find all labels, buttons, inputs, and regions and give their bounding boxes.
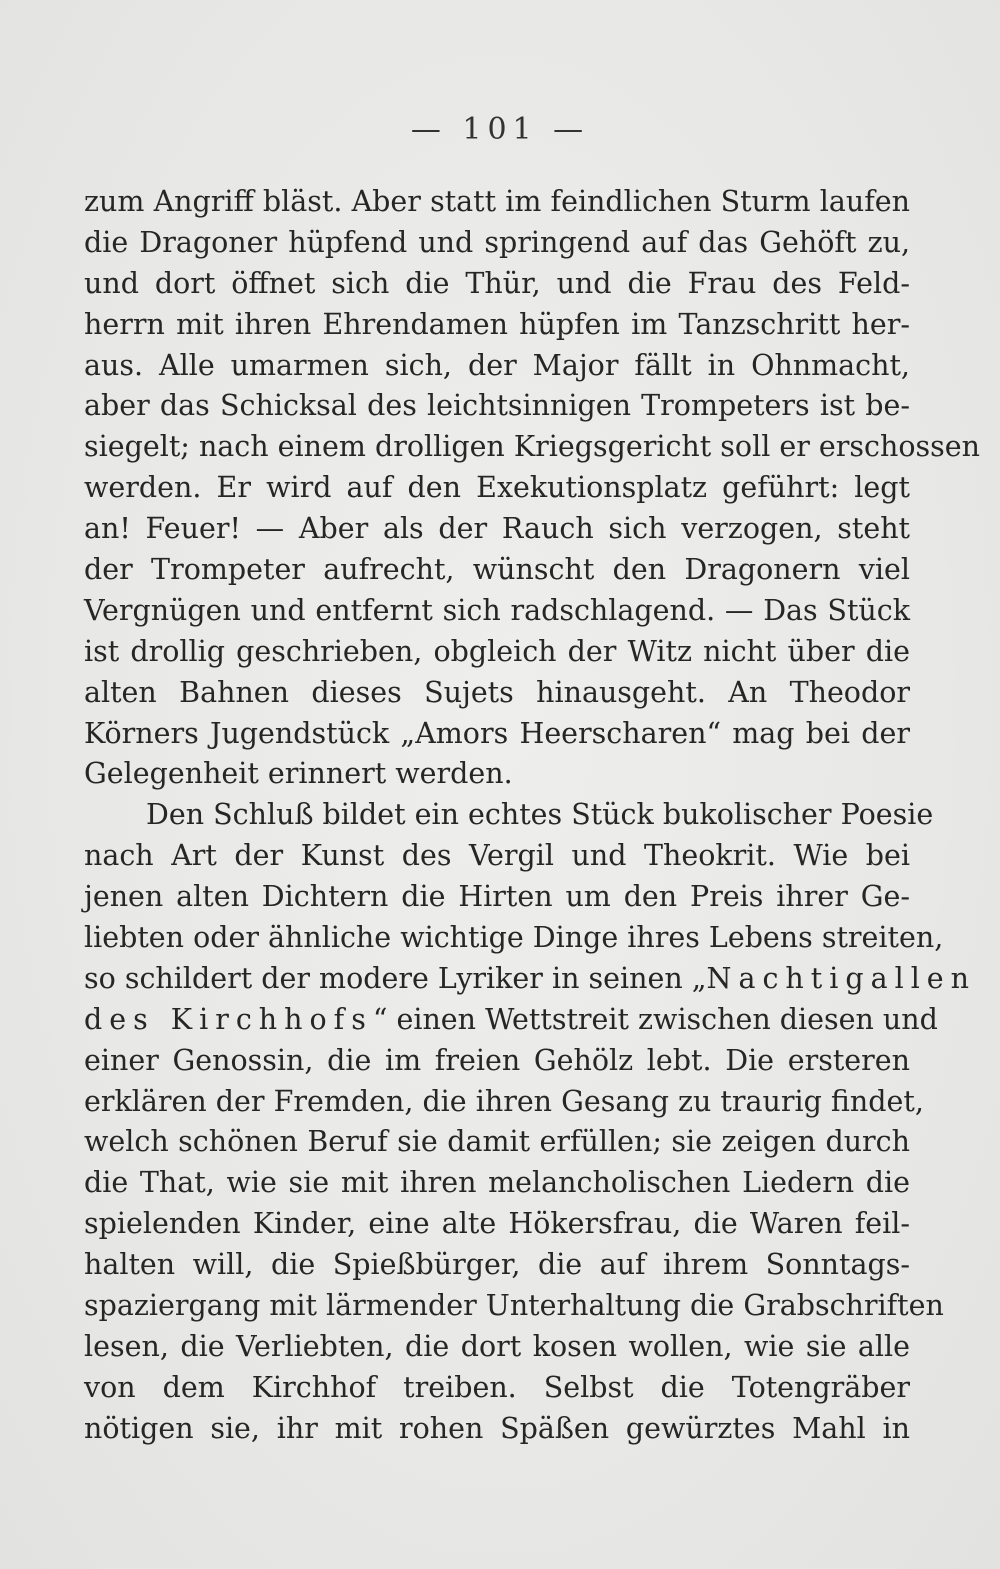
text-line: zum Angriff bläst. Aber statt im feindlichen Sturm laufen <box>84 185 910 218</box>
text-line: welch schönen Beruf sie damit erfüllen; sie zeigen durch <box>84 1125 910 1159</box>
text-line: spaziergang mit lärmender Unterhaltung die Grabschriften <box>84 1289 944 1323</box>
text-line: alten Bahnen dieses Sujets hinausgeht. An Theodor <box>84 675 910 709</box>
text-line: Gelegenheit erinnert werden. <box>84 757 513 791</box>
text-line: Vergnügen und entfernt sich radschlagend. — Das Stück <box>84 593 910 627</box>
page-number: — 101 — <box>410 112 590 147</box>
text-line: und dort öffnet sich die Thür, und die Frau des Feld- <box>84 266 910 300</box>
text-line: von dem Kirchhof treiben. Selbst die Totengräber <box>84 1370 910 1404</box>
text-line: aber das Schicksal des leichtsinnigen Trompeters ist be- <box>84 389 910 423</box>
text-line: ist drollig geschrieben, obgleich der Witz nicht über die <box>84 634 910 668</box>
body-text <box>84 182 980 1450</box>
text-fragment: so schildert der modere Lyriker in seinen „ <box>84 961 707 995</box>
text-line: herrn mit ihren Ehrendamen hüpfen im Tanzschritt her- <box>84 307 910 341</box>
text-fragment: “ einen Wettstreit zwischen diesen und <box>372 1002 938 1036</box>
spaced-title-term: des Kirchhofs <box>84 1002 373 1036</box>
text-line: die That, wie sie mit ihren melancholischen Liedern die <box>84 1166 910 1200</box>
text-line: aus. Alle umarmen sich, der Major fällt in Ohnmacht, <box>84 348 910 382</box>
text-line: an! Feuer! — Aber als der Rauch sich verzogen, steht <box>84 512 910 546</box>
text-line: der Trompeter aufrecht, wünscht den Dragonern viel <box>84 553 910 587</box>
text-line: liebten oder ähnliche wichtige Dinge ihres Lebens streiten, <box>84 921 944 955</box>
text-line: nach Art der Kunst des Vergil und Theokrit. Wie bei <box>84 839 910 873</box>
text-line: jenen alten Dichtern die Hirten um den Preis ihrer Ge- <box>84 880 910 914</box>
text-line: werden. Er wird auf den Exekutionsplatz geführt: legt <box>84 471 910 505</box>
text-line <box>84 1000 938 1041</box>
text-line: siegelt; nach einem drolligen Kriegsgericht soll er erschossen <box>84 430 980 464</box>
text-line: erklären der Fremden, die ihren Gesang zu traurig findet, <box>84 1084 924 1118</box>
text-line: spielenden Kinder, eine alte Hökersfrau, die Waren feil- <box>84 1207 910 1241</box>
text-line: halten will, die Spießbürger, die auf ihrem Sonntags- <box>84 1248 910 1282</box>
text-line: einer Genossin, die im freien Gehölz lebt. Die ersteren <box>84 1043 910 1077</box>
text-line: nötigen sie, ihr mit rohen Späßen gewürztes Mahl in <box>84 1411 910 1445</box>
text-line: die Dragoner hüpfend und springend auf das Gehöft zu, <box>84 225 910 259</box>
paragraph-start-line: Den Schluß bildet ein echtes Stück bukolischer Poesie <box>146 798 934 832</box>
text-line: lesen, die Verliebten, die dort kosen wollen, wie sie alle <box>84 1329 910 1363</box>
text-line <box>84 959 977 1000</box>
text-line: Körners Jugendstück „Amors Heerscharen“ mag bei der <box>84 716 910 750</box>
spaced-title-term: Nachtigallen <box>706 961 977 995</box>
